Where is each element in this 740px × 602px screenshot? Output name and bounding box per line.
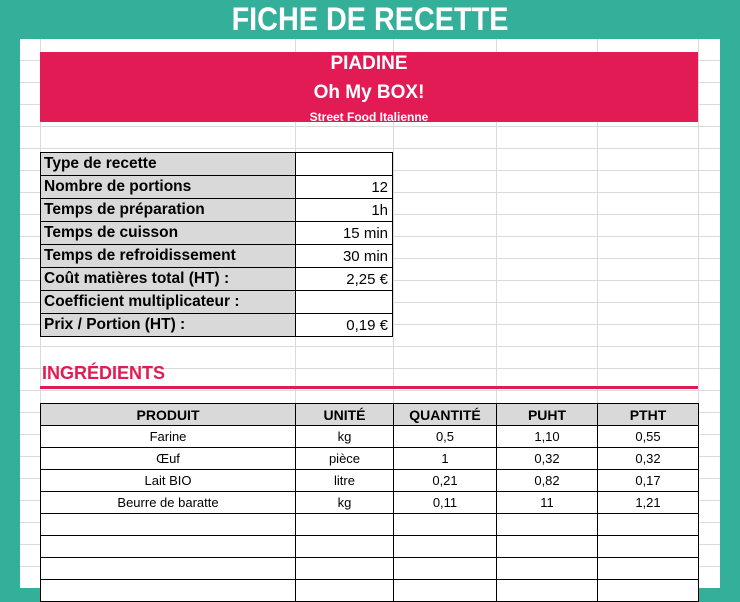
table-cell[interactable]: 0,55 (597, 425, 699, 448)
table-cell[interactable]: kg (295, 491, 394, 514)
table-cell[interactable]: Œuf (40, 447, 296, 470)
info-value[interactable]: 12 (295, 175, 393, 199)
table-cell[interactable]: 1,21 (597, 491, 699, 514)
column-header: QUANTITÉ (393, 403, 497, 426)
info-label: Type de recette (40, 152, 296, 176)
table-cell[interactable]: 0,17 (597, 469, 699, 492)
info-value[interactable]: 15 min (295, 221, 393, 245)
recipe-subtitle: Street Food Italienne (309, 110, 429, 124)
brand-name: Oh My BOX! (313, 82, 425, 103)
info-value[interactable] (295, 290, 393, 314)
table-cell[interactable] (295, 579, 394, 602)
info-label: Temps de cuisson (40, 221, 296, 245)
table-cell[interactable]: Farine (40, 425, 296, 448)
sheet-title: FICHE DE RECETTE (231, 1, 509, 37)
table-cell[interactable] (496, 557, 598, 580)
heading-underline (40, 386, 698, 389)
table-cell[interactable]: pièce (295, 447, 394, 470)
column-header: PUHT (496, 403, 598, 426)
table-cell[interactable] (40, 579, 296, 602)
column-header: UNITÉ (295, 403, 394, 426)
info-label: Temps de préparation (40, 198, 296, 222)
table-cell[interactable]: 1,10 (496, 425, 598, 448)
table-cell[interactable]: 0,21 (393, 469, 497, 492)
table-cell[interactable] (393, 579, 497, 602)
table-cell[interactable] (597, 535, 699, 558)
info-value[interactable]: 0,19 € (295, 313, 393, 337)
table-cell[interactable] (597, 579, 699, 602)
table-cell[interactable] (597, 513, 699, 536)
column-header: PTHT (597, 403, 699, 426)
info-label: Nombre de portions (40, 175, 296, 199)
info-value[interactable]: 1h (295, 198, 393, 222)
table-cell[interactable] (40, 513, 296, 536)
info-value[interactable]: 2,25 € (295, 267, 393, 291)
info-label: Coefficient multiplicateur : (40, 290, 296, 314)
recipe-name: PIADINE (330, 53, 408, 74)
table-cell[interactable]: 0,32 (597, 447, 699, 470)
table-cell[interactable]: 1 (393, 447, 497, 470)
table-cell[interactable] (40, 557, 296, 580)
table-cell[interactable] (496, 535, 598, 558)
table-cell[interactable] (295, 557, 394, 580)
table-cell[interactable]: kg (295, 425, 394, 448)
table-cell[interactable] (40, 535, 296, 558)
recipe-banner (40, 52, 698, 122)
table-cell[interactable] (496, 579, 598, 602)
ingredients-heading: INGRÉDIENTS (42, 363, 166, 383)
info-label: Coût matières total (HT) : (40, 267, 296, 291)
table-cell[interactable]: 0,5 (393, 425, 497, 448)
table-cell[interactable]: 11 (496, 491, 598, 514)
table-cell[interactable]: Lait BIO (40, 469, 296, 492)
column-header: PRODUIT (40, 403, 296, 426)
table-cell[interactable] (295, 513, 394, 536)
info-value[interactable]: 30 min (295, 244, 393, 268)
table-cell[interactable] (393, 557, 497, 580)
table-cell[interactable] (496, 513, 598, 536)
info-value[interactable] (295, 152, 393, 176)
table-cell[interactable]: 0,11 (393, 491, 497, 514)
table-cell[interactable] (295, 535, 394, 558)
table-cell[interactable]: 0,82 (496, 469, 598, 492)
table-cell[interactable]: litre (295, 469, 394, 492)
info-label: Prix / Portion (HT) : (40, 313, 296, 337)
table-cell[interactable] (393, 513, 497, 536)
table-cell[interactable]: 0,32 (496, 447, 598, 470)
table-cell[interactable]: Beurre de baratte (40, 491, 296, 514)
table-cell[interactable] (597, 557, 699, 580)
info-label: Temps de refroidissement (40, 244, 296, 268)
table-cell[interactable] (393, 535, 497, 558)
